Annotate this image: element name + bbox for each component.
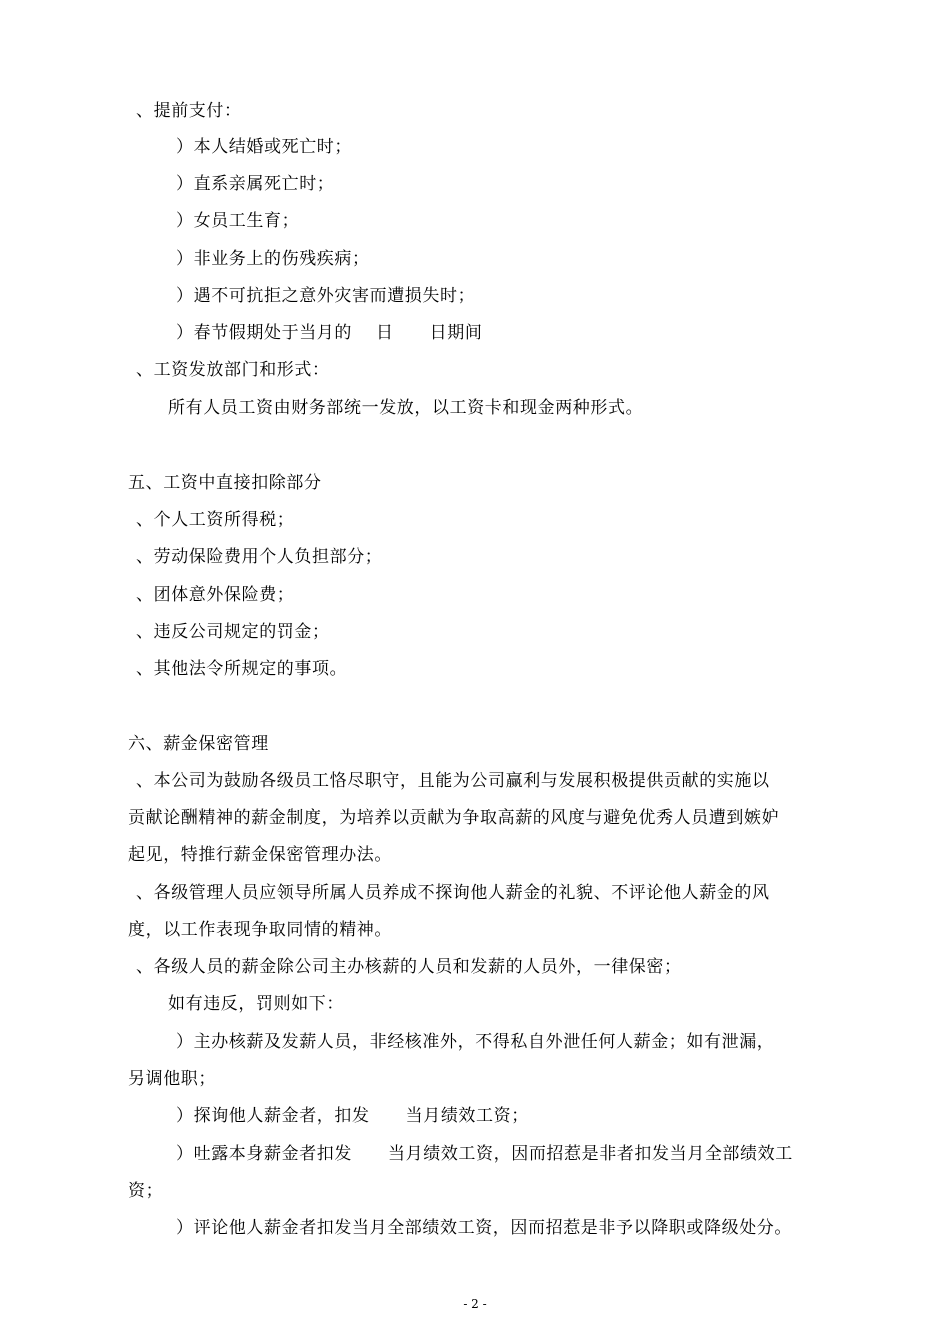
penalty-item: 另调他职； xyxy=(128,1069,216,1089)
advance-item: ）本人结婚或死亡时； xyxy=(176,137,352,157)
paragraph-line: 、本公司为鼓励各级员工恪尽职守，且能为公司赢利与发展积极提供贡献的实施以 xyxy=(136,771,770,791)
advance-item: ）女员工生育； xyxy=(176,211,300,231)
advance-item: ）直系亲属死亡时； xyxy=(176,174,335,194)
paragraph-line: 、各级人员的薪金除公司主办核薪的人员和发薪的人员外，一律保密； xyxy=(136,957,682,977)
penalty-item: ）探询他人薪金者，扣发 当月绩效工资； xyxy=(176,1106,529,1126)
payment-dept-heading: 、工资发放部门和形式： xyxy=(136,360,330,380)
penalty-item: ）吐露本身薪金者扣发 当月绩效工资，因而招惹是非者扣发当月全部绩效工 xyxy=(176,1144,793,1164)
page-number: - 2 - xyxy=(463,1297,487,1311)
deduction-item: 、劳动保险费用个人负担部分； xyxy=(136,547,383,567)
advance-payment-heading: 、提前支付： xyxy=(136,101,242,121)
penalty-intro: 如有违反，罚则如下： xyxy=(168,994,344,1014)
deduction-item: 、团体意外保险费； xyxy=(136,585,295,605)
deduction-item: 、个人工资所得税； xyxy=(136,510,295,530)
payment-dept-text: 所有人员工资由财务部统一发放，以工资卡和现金两种形式。 xyxy=(168,398,644,418)
paragraph-line: 、各级管理人员应领导所属人员养成不探询他人薪金的礼貌、不评论他人薪金的风 xyxy=(136,883,770,903)
paragraph-line: 度，以工作表现争取同情的精神。 xyxy=(128,920,392,940)
advance-item: ）非业务上的伤残疾病； xyxy=(176,249,370,269)
advance-item: ）春节假期处于当月的 日 日期间 xyxy=(176,323,483,343)
penalty-item: ）评论他人薪金者扣发当月全部绩效工资，因而招惹是非予以降职或降级处分。 xyxy=(176,1218,792,1238)
deduction-item: 、违反公司规定的罚金； xyxy=(136,622,330,642)
advance-item: ）遇不可抗拒之意外灾害而遭损失时； xyxy=(176,286,476,306)
paragraph-line: 起见，特推行薪金保密管理办法。 xyxy=(128,845,392,865)
penalty-item: ）主办核薪及发薪人员，非经核准外，不得私自外泄任何人薪金；如有泄漏， xyxy=(176,1032,775,1052)
paragraph-line: 贡献论酬精神的薪金制度，为培养以贡献为争取高薪的风度与避免优秀人员遭到嫉妒 xyxy=(128,808,780,828)
section-heading: 五、工资中直接扣除部分 xyxy=(128,473,322,493)
penalty-item: 资； xyxy=(128,1181,164,1201)
section-heading: 六、薪金保密管理 xyxy=(128,734,269,754)
deduction-item: 、其他法令所规定的事项。 xyxy=(136,659,348,679)
